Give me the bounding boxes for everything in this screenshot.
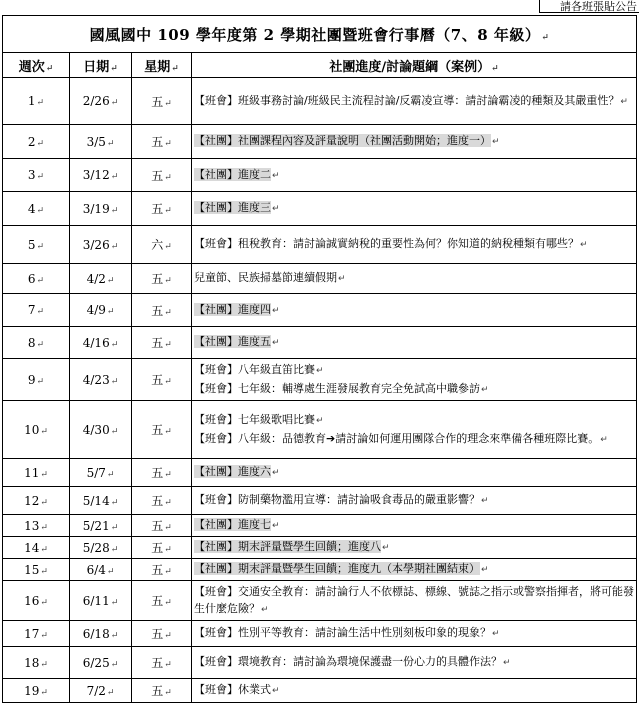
content-cell bbox=[192, 264, 637, 294]
paragraph-mark-icon: ↵ bbox=[316, 365, 324, 376]
date-cell: 4/9↵ bbox=[70, 294, 132, 327]
paragraph-mark-icon: ↵ bbox=[36, 98, 45, 108]
day-cell: 五↵ bbox=[132, 515, 192, 537]
content-line: 【班會】休業式↵ bbox=[194, 683, 280, 696]
date-cell: 4/30↵ bbox=[70, 401, 132, 459]
table-row bbox=[3, 125, 637, 159]
table-row bbox=[3, 401, 637, 459]
content-line: 【班會】八年級直笛比賽↵ bbox=[194, 362, 324, 376]
week-cell: 12↵ bbox=[3, 487, 70, 515]
week-cell: 1↵ bbox=[3, 78, 70, 125]
table-row bbox=[3, 647, 637, 679]
content-line: 【社團】期末評量暨學生回饋；進度八↵ bbox=[194, 540, 390, 553]
header-date: 日期↵ bbox=[70, 53, 132, 78]
table-row bbox=[3, 294, 637, 327]
paragraph-mark-icon: ↵ bbox=[40, 630, 48, 641]
table-row bbox=[3, 226, 637, 264]
week-cell: 11↵ bbox=[3, 459, 70, 487]
table-row bbox=[3, 621, 637, 647]
paragraph-mark-icon: ↵ bbox=[491, 63, 499, 74]
week-cell: 5↵ bbox=[3, 226, 70, 264]
content-cell bbox=[192, 359, 637, 401]
day-cell: 五↵ bbox=[132, 647, 192, 679]
week-cell: 8↵ bbox=[3, 327, 70, 359]
paragraph-mark-icon: ↵ bbox=[272, 686, 280, 696]
paragraph-mark-icon: ↵ bbox=[164, 631, 172, 641]
date-cell: 4/16↵ bbox=[70, 327, 132, 359]
table-row bbox=[3, 359, 637, 401]
paragraph-mark-icon: ↵ bbox=[580, 240, 588, 250]
content-line: 【社團】期末評量暨學生回饋；進度九（本學期社團結束）↵ bbox=[194, 562, 489, 575]
date-cell: 6/25↵ bbox=[70, 647, 132, 679]
table-row bbox=[3, 78, 637, 125]
day-cell: 五↵ bbox=[132, 459, 192, 487]
date-cell: 3/19↵ bbox=[70, 192, 132, 226]
content-cell bbox=[192, 294, 637, 327]
content-cell bbox=[192, 192, 637, 226]
paragraph-mark-icon: ↵ bbox=[106, 566, 115, 577]
day-cell: 六↵ bbox=[132, 226, 192, 264]
content-cell bbox=[192, 487, 637, 515]
schedule-table bbox=[2, 15, 637, 703]
paragraph-mark-icon: ↵ bbox=[40, 597, 48, 608]
content-cell bbox=[192, 559, 637, 581]
paragraph-mark-icon: ↵ bbox=[261, 604, 269, 615]
paragraph-mark-icon: ↵ bbox=[164, 523, 172, 533]
paragraph-mark-icon: ↵ bbox=[164, 172, 172, 183]
paragraph-mark-icon: ↵ bbox=[164, 340, 172, 350]
paragraph-mark-icon: ↵ bbox=[106, 687, 115, 698]
day-cell: 五↵ bbox=[132, 294, 192, 327]
paragraph-mark-icon: ↵ bbox=[164, 98, 172, 109]
date-cell: 2/26↵ bbox=[70, 78, 132, 125]
paragraph-mark-icon: ↵ bbox=[164, 660, 172, 670]
week-cell: 15↵ bbox=[3, 559, 70, 581]
content-line: 【社團】進度五↵ bbox=[194, 335, 280, 348]
week-cell: 16↵ bbox=[3, 581, 70, 621]
paragraph-mark-icon: ↵ bbox=[620, 96, 628, 107]
paragraph-mark-icon: ↵ bbox=[164, 470, 172, 480]
content-line: 【社團】進度四↵ bbox=[194, 302, 280, 316]
content-line: 兒童節、民族掃墓節連續假期↵ bbox=[194, 271, 346, 284]
paragraph-mark-icon: ↵ bbox=[110, 597, 119, 608]
content-line: 【社團】進度六↵ bbox=[194, 465, 280, 478]
paragraph-mark-icon: ↵ bbox=[40, 469, 48, 480]
date-cell: 5/28↵ bbox=[70, 537, 132, 559]
content-line: 【班會】班級事務討論/班級民主流程討論/反霸凌宣導：請討論霸凌的種類及其嚴重性？↵ bbox=[194, 93, 628, 107]
content-line: 【班會】性別平等教育：請討論生活中性別刻板印象的現象？↵ bbox=[194, 626, 500, 639]
table-row bbox=[3, 327, 637, 359]
date-cell: 7/2↵ bbox=[70, 679, 132, 703]
week-cell: 9↵ bbox=[3, 359, 70, 401]
date-cell: 6/4↵ bbox=[70, 559, 132, 581]
header-content: 社團進度/討論題綱（案例）↵ bbox=[192, 53, 637, 78]
paragraph-mark-icon: ↵ bbox=[36, 138, 45, 149]
paragraph-mark-icon: ↵ bbox=[481, 384, 489, 395]
week-cell: 13↵ bbox=[3, 515, 70, 537]
title-text: 國風國中 109 學年度第 2 學期社團暨班會行事曆（7、8 年級） bbox=[89, 25, 541, 44]
date-cell: 6/11↵ bbox=[70, 581, 132, 621]
content-cell bbox=[192, 679, 637, 703]
content-line: 【班會】七年級歌唱比賽↵ bbox=[194, 412, 324, 426]
paragraph-mark-icon: ↵ bbox=[481, 565, 489, 575]
content-cell bbox=[192, 515, 637, 537]
content-line: 【社團】進度二↵ bbox=[194, 167, 280, 181]
paragraph-mark-icon: ↵ bbox=[36, 275, 45, 286]
content-line: 【班會】七年級：輔導處生涯發展教育完全免試高中職參訪↵ bbox=[194, 381, 489, 395]
paragraph-mark-icon: ↵ bbox=[164, 598, 172, 608]
table-row bbox=[3, 487, 637, 515]
paragraph-mark-icon: ↵ bbox=[110, 63, 118, 74]
paragraph-mark-icon: ↵ bbox=[272, 170, 280, 181]
day-cell: 五↵ bbox=[132, 359, 192, 401]
content-line: 【班會】租稅教育：請討論誠實納稅的重要性為何？你知道的納稅種類有哪些？↵ bbox=[194, 237, 588, 250]
paragraph-mark-icon: ↵ bbox=[164, 427, 172, 437]
paragraph-mark-icon: ↵ bbox=[164, 498, 172, 508]
content-cell bbox=[192, 647, 637, 679]
content-cell bbox=[192, 459, 637, 487]
content-cell bbox=[192, 78, 637, 125]
week-cell: 18↵ bbox=[3, 647, 70, 679]
date-cell: 5/14↵ bbox=[70, 487, 132, 515]
paragraph-mark-icon: ↵ bbox=[40, 659, 48, 670]
date-cell: 3/26↵ bbox=[70, 226, 132, 264]
date-cell: 5/7↵ bbox=[70, 459, 132, 487]
paragraph-mark-icon: ↵ bbox=[106, 469, 115, 480]
day-cell: 五↵ bbox=[132, 537, 192, 559]
paragraph-mark-icon: ↵ bbox=[110, 630, 119, 641]
paragraph-mark-icon: ↵ bbox=[164, 545, 172, 555]
content-cell bbox=[192, 327, 637, 359]
week-cell: 17↵ bbox=[3, 621, 70, 647]
paragraph-mark-icon: ↵ bbox=[171, 63, 179, 74]
table-row bbox=[3, 192, 637, 226]
paragraph-mark-icon: ↵ bbox=[110, 339, 119, 350]
week-cell: 2↵ bbox=[3, 125, 70, 159]
paragraph-mark-icon: ↵ bbox=[40, 522, 48, 533]
content-cell bbox=[192, 125, 637, 159]
table-row bbox=[3, 581, 637, 621]
paragraph-mark-icon: ↵ bbox=[36, 307, 45, 317]
paragraph-mark-icon: ↵ bbox=[272, 468, 280, 478]
day-cell: 五↵ bbox=[132, 264, 192, 294]
content-line: 【社團】進度七↵ bbox=[194, 518, 280, 531]
table-row bbox=[3, 264, 637, 294]
paragraph-mark-icon: ↵ bbox=[164, 688, 172, 698]
day-cell: 五↵ bbox=[132, 401, 192, 459]
paragraph-mark-icon: ↵ bbox=[106, 138, 115, 149]
paragraph-mark-icon: ↵ bbox=[492, 137, 500, 147]
paragraph-mark-icon: ↵ bbox=[36, 172, 45, 182]
content-line: 【社團】社團課程內容及評量說明（社團活動開始；進度一）↵ bbox=[194, 134, 500, 147]
week-cell: 3↵ bbox=[3, 159, 70, 192]
week-cell: 6↵ bbox=[3, 264, 70, 294]
paragraph-mark-icon: ↵ bbox=[272, 204, 280, 214]
date-cell: 6/18↵ bbox=[70, 621, 132, 647]
paragraph-mark-icon: ↵ bbox=[110, 426, 119, 437]
table-title bbox=[3, 16, 637, 53]
paragraph-mark-icon: ↵ bbox=[164, 242, 172, 252]
content-line: 【班會】交通安全教育：請討論行人不依標誌、標線、號誌之指示或警察指揮者，將可能發生什麼危險？↵ bbox=[194, 584, 634, 615]
day-cell: 五↵ bbox=[132, 581, 192, 621]
paragraph-mark-icon: ↵ bbox=[40, 544, 48, 555]
paragraph-mark-icon: ↵ bbox=[492, 629, 500, 639]
content-line: 【班會】八年級：品德教育➔請討論如何運用團隊合作的理念來準備各種班際比賽。↵ bbox=[194, 431, 608, 445]
paragraph-mark-icon: ↵ bbox=[503, 658, 511, 668]
paragraph-mark-icon: ↵ bbox=[36, 339, 45, 350]
paragraph-mark-icon: ↵ bbox=[272, 521, 280, 531]
paragraph-mark-icon: ↵ bbox=[272, 338, 280, 348]
day-cell: 五↵ bbox=[132, 487, 192, 515]
table-row bbox=[3, 559, 637, 581]
week-cell: 4↵ bbox=[3, 192, 70, 226]
week-cell: 7↵ bbox=[3, 294, 70, 327]
paragraph-mark-icon: ↵ bbox=[106, 307, 115, 317]
week-cell: 10↵ bbox=[3, 401, 70, 459]
paragraph-mark-icon: ↵ bbox=[110, 205, 119, 216]
day-cell: 五↵ bbox=[132, 78, 192, 125]
paragraph-mark-icon: ↵ bbox=[36, 241, 45, 252]
paragraph-mark-icon: ↵ bbox=[40, 687, 48, 698]
table-row bbox=[3, 515, 637, 537]
paragraph-mark-icon: ↵ bbox=[338, 274, 346, 284]
day-cell: 五↵ bbox=[132, 192, 192, 226]
date-cell: 5/21↵ bbox=[70, 515, 132, 537]
paragraph-mark-icon: ↵ bbox=[164, 276, 172, 286]
header-week: 週次↵ bbox=[3, 53, 70, 78]
content-cell bbox=[192, 226, 637, 264]
content-cell bbox=[192, 401, 637, 459]
paragraph-mark-icon: ↵ bbox=[106, 275, 115, 286]
paragraph-mark-icon: ↵ bbox=[600, 434, 608, 445]
paragraph-mark-icon: ↵ bbox=[110, 659, 119, 670]
content-cell bbox=[192, 537, 637, 559]
paragraph-mark-icon: ↵ bbox=[164, 307, 172, 318]
paragraph-mark-icon: ↵ bbox=[110, 376, 119, 387]
day-cell: 五↵ bbox=[132, 327, 192, 359]
date-cell: 4/2↵ bbox=[70, 264, 132, 294]
paragraph-mark-icon: ↵ bbox=[382, 543, 390, 553]
table-row bbox=[3, 459, 637, 487]
paragraph-mark-icon: ↵ bbox=[164, 567, 172, 577]
date-cell: 3/5↵ bbox=[70, 125, 132, 159]
paragraph-mark-icon: ↵ bbox=[164, 139, 172, 149]
paragraph-mark-icon: ↵ bbox=[164, 206, 172, 216]
paragraph-mark-icon: ↵ bbox=[164, 377, 172, 387]
date-cell: 4/23↵ bbox=[70, 359, 132, 401]
content-line: 【社團】進度三↵ bbox=[194, 201, 280, 214]
table-row bbox=[3, 159, 637, 192]
header-day: 星期↵ bbox=[132, 53, 192, 78]
paragraph-mark-icon: ↵ bbox=[110, 497, 119, 508]
paragraph-mark-icon: ↵ bbox=[110, 241, 119, 252]
content-line: 【班會】環境教育：請討論為環境保護盡一份心力的具體作法？↵ bbox=[194, 655, 511, 668]
paragraph-mark-icon: ↵ bbox=[40, 497, 48, 508]
paragraph-mark-icon: ↵ bbox=[36, 376, 45, 387]
paragraph-mark-icon: ↵ bbox=[110, 172, 119, 182]
paragraph-mark-icon: ↵ bbox=[40, 426, 48, 437]
paragraph-mark-icon: ↵ bbox=[45, 63, 54, 74]
week-cell: 14↵ bbox=[3, 537, 70, 559]
table-row bbox=[3, 537, 637, 559]
content-cell bbox=[192, 621, 637, 647]
day-cell: 五↵ bbox=[132, 559, 192, 581]
table-row bbox=[3, 679, 637, 703]
corner-note: 請各班張貼公告 bbox=[539, 0, 639, 13]
day-cell: 五↵ bbox=[132, 159, 192, 192]
paragraph-mark-icon: ↵ bbox=[481, 496, 489, 506]
paragraph-mark-icon: ↵ bbox=[541, 32, 550, 43]
content-cell bbox=[192, 159, 637, 192]
paragraph-mark-icon: ↵ bbox=[36, 205, 45, 216]
week-cell: 19↵ bbox=[3, 679, 70, 703]
paragraph-mark-icon: ↵ bbox=[272, 305, 280, 316]
paragraph-mark-icon: ↵ bbox=[110, 522, 119, 533]
paragraph-mark-icon: ↵ bbox=[110, 544, 119, 555]
content-line: 【班會】防制藥物濫用宣導：請討論吸食毒品的嚴重影響？↵ bbox=[194, 493, 489, 506]
paragraph-mark-icon: ↵ bbox=[316, 415, 324, 426]
day-cell: 五↵ bbox=[132, 679, 192, 703]
date-cell: 3/12↵ bbox=[70, 159, 132, 192]
day-cell: 五↵ bbox=[132, 621, 192, 647]
paragraph-mark-icon: ↵ bbox=[110, 98, 119, 108]
schedule-body bbox=[3, 78, 637, 703]
content-cell bbox=[192, 581, 637, 621]
day-cell: 五↵ bbox=[132, 125, 192, 159]
paragraph-mark-icon: ↵ bbox=[40, 566, 48, 577]
